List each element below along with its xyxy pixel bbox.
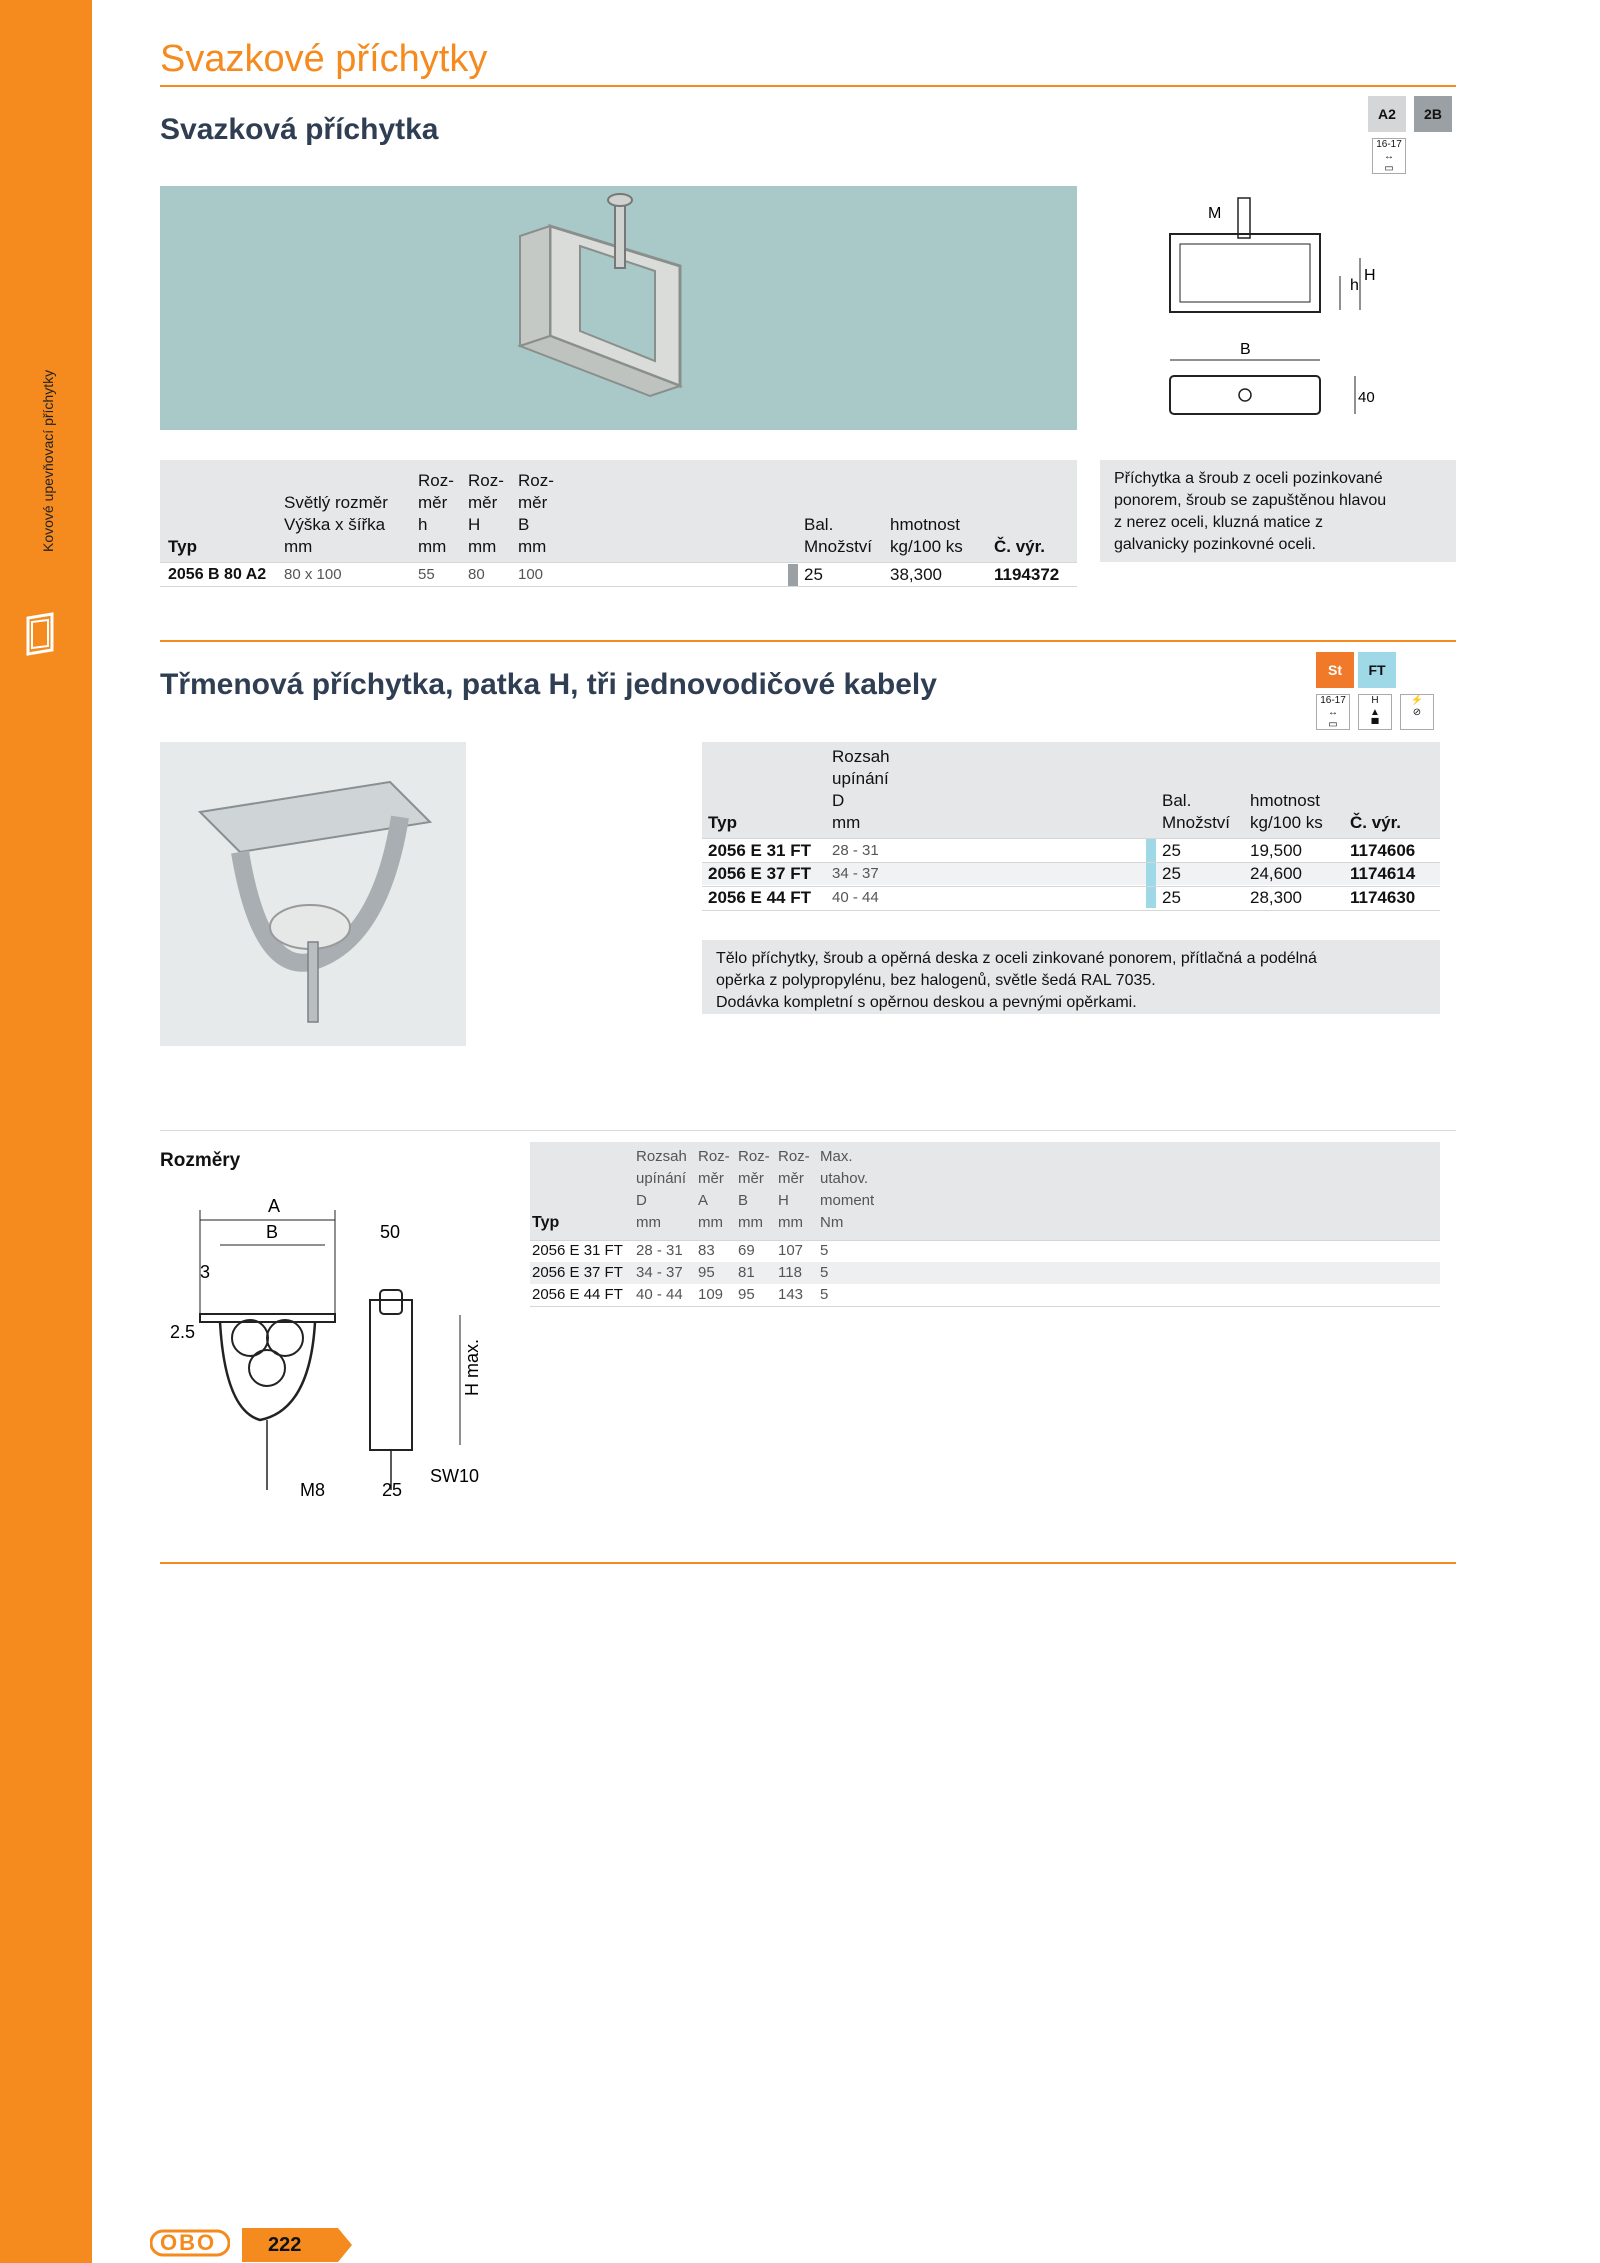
th-B-4: mm <box>518 537 547 556</box>
dim-25-label: 25 <box>382 1480 403 1500</box>
t3-th-A-2: měr <box>698 1170 724 1187</box>
th-H-3: H <box>468 515 481 534</box>
finish-badge-2b: 2B <box>1414 96 1452 132</box>
dim-b-label-2: B <box>266 1222 279 1242</box>
t2-divider-4 <box>702 910 1440 911</box>
t2-th-hmotnost-1: hmotnost <box>1250 791 1320 810</box>
t2-row2-bg <box>702 863 1440 885</box>
t2-th-typ: Typ <box>708 813 737 832</box>
t3-th-A-4: mm <box>698 1214 723 1231</box>
t3-th-moment-3: moment <box>820 1192 875 1209</box>
t3-th-rozsah-1: Rozsah <box>636 1148 687 1165</box>
dim-sw10-label: SW10 <box>430 1466 480 1486</box>
clamp-range-label: 16-17 <box>1376 139 1402 150</box>
bundle-clamp-illustration <box>160 186 1077 430</box>
t3-row1-B: 69 <box>738 1242 755 1259</box>
dim-50-label: 50 <box>380 1222 401 1242</box>
t2-row2-typ: 2056 E 37 FT <box>708 864 812 883</box>
product-photo-stirrup-clamp <box>160 742 466 1046</box>
finish-badge-ft: FT <box>1358 652 1396 688</box>
t3-th-B-4: mm <box>738 1214 763 1231</box>
t3-th-rozsah-3: D <box>636 1192 647 1209</box>
t3-row2-moment: 5 <box>820 1264 829 1281</box>
bundle-clamp-drawing <box>1150 180 1380 440</box>
th-B-1: Roz- <box>518 471 554 490</box>
t3-th-moment-2: utahov. <box>820 1170 869 1187</box>
t1-row1-B: 100 <box>518 566 544 583</box>
t3-row2-A: 95 <box>698 1264 715 1281</box>
dim-m-label: M <box>1208 205 1222 222</box>
t2-row2-rozsah: 34 - 37 <box>832 865 879 882</box>
section-divider-2 <box>160 1130 1456 1131</box>
page-title: Svazkové příchytky <box>160 38 488 80</box>
th-hmotnost-1: hmotnost <box>890 515 960 534</box>
table1-row-divider-bottom <box>160 586 1077 587</box>
s1-desc-line1: Příchytka a šroub z oceli pozinkované <box>1114 470 1383 487</box>
clamp-range-icon-2: 16-17 ↔ ▭ <box>1316 694 1350 730</box>
section-divider-1 <box>160 640 1456 642</box>
product-photo-bundle-clamp <box>160 186 1077 430</box>
th-h-3: h <box>418 515 428 534</box>
halogen-free-icon: ⚡ ⊘ <box>1400 694 1434 730</box>
t2-row3-typ: 2056 E 44 FT <box>708 888 812 907</box>
t3-th-moment-4: Nm <box>820 1214 844 1231</box>
t3-row3-typ: 2056 E 44 FT <box>532 1286 623 1303</box>
section1-description <box>1100 460 1456 562</box>
th-h-4: mm <box>418 537 447 556</box>
th-svetly-3: mm <box>284 537 313 556</box>
t3-row3-B: 95 <box>738 1286 755 1303</box>
s1-desc-line2: ponorem, šroub se zapuštěnou hlavou <box>1114 492 1387 509</box>
t2-th-bal-1: Bal. <box>1162 791 1192 810</box>
t2-row2-hmotnost: 24,600 <box>1250 864 1302 883</box>
obo-logo-text: OBO <box>160 2230 217 2255</box>
s1-desc-line3: z nerez oceli, kluzná matice z <box>1114 514 1323 531</box>
clamp-icon <box>22 610 58 658</box>
t1-row1-bal: 25 <box>804 565 823 584</box>
material-badge-st: St <box>1316 652 1354 688</box>
th-h-2: měr <box>418 493 448 512</box>
t3-th-H-4: mm <box>778 1214 803 1231</box>
th-hmotnost-2: kg/100 ks <box>890 537 963 556</box>
t2-th-bal-2: Množství <box>1162 813 1231 832</box>
t2-th-rozsah-4: mm <box>832 813 861 832</box>
t2-row1-hmotnost: 19,500 <box>1250 841 1302 860</box>
section2-description <box>702 940 1440 1014</box>
t2-row1-typ: 2056 E 31 FT <box>708 841 812 860</box>
table3 <box>530 1142 1440 1312</box>
dim-b-label: B <box>1240 341 1251 358</box>
s2-desc-line3: Dodávka kompletní s opěrnou deskou a pevnými opěrkami. <box>716 994 1137 1011</box>
t1-row1-typ: 2056 B 80 A2 <box>168 566 267 583</box>
t3-th-B-3: B <box>738 1192 749 1209</box>
th-h-1: Roz- <box>418 471 454 490</box>
dimension-drawing <box>160 1190 510 1510</box>
s1-desc-line4: galvanicky pozinkovné oceli. <box>1114 536 1316 553</box>
clamp-range-label-2: 16-17 <box>1320 695 1346 706</box>
t2-row3-hmotnost: 28,300 <box>1250 888 1302 907</box>
th-H-2: měr <box>468 493 498 512</box>
t2-row1-rozsah: 28 - 31 <box>832 842 879 859</box>
t3-row1-A: 83 <box>698 1242 715 1259</box>
t3-row2-B: 81 <box>738 1264 755 1281</box>
t2-th-hmotnost-2: kg/100 ks <box>1250 813 1323 832</box>
s2-desc-line1: Tělo příchytky, šroub a opěrná deska z oceli zinkované ponorem, přítlačná a podélná <box>716 950 1317 967</box>
t2-row1-cvyr: 1174606 <box>1350 841 1416 860</box>
t3-th-rozsah-2: upínání <box>636 1170 687 1187</box>
t3-row1-typ: 2056 E 31 FT <box>532 1242 623 1259</box>
t3-row2-typ: 2056 E 37 FT <box>532 1264 623 1281</box>
t3-th-rozsah-4: mm <box>636 1214 661 1231</box>
dim-40-label: 40 <box>1358 389 1375 406</box>
section1-title: Svazková příchytka <box>160 113 439 146</box>
t1-row1-h: 55 <box>418 566 435 583</box>
dim-25a-label: 2.5 <box>170 1322 196 1342</box>
t1-row1-H: 80 <box>468 566 485 583</box>
th-H-4: mm <box>468 537 497 556</box>
t3-th-H-1: Roz- <box>778 1148 810 1165</box>
t3-th-A-3: A <box>698 1192 709 1209</box>
t2-th-cvyr: Č. výr. <box>1350 813 1402 832</box>
t3-row3-rozsah: 40 - 44 <box>636 1286 683 1303</box>
t1-row1-svetly: 80 x 100 <box>284 566 342 583</box>
th-bal-1: Bal. <box>804 515 834 534</box>
t2-divider-3 <box>702 886 1440 887</box>
t3-row3-moment: 5 <box>820 1286 829 1303</box>
t2-divider-1 <box>702 838 1440 839</box>
dim-a-label: A <box>268 1196 281 1216</box>
t3-th-moment-1: Max. <box>820 1148 853 1165</box>
dim-hmax-label: H max. <box>462 1338 482 1396</box>
t3-th-H-3: H <box>778 1192 789 1209</box>
t2-row2-cvyr: 1174614 <box>1350 864 1416 883</box>
table2 <box>702 742 1440 912</box>
t3-th-typ: Typ <box>532 1214 560 1231</box>
th-B-2: měr <box>518 493 548 512</box>
t2-row2-bal: 25 <box>1162 864 1181 883</box>
dim-m8-label: M8 <box>300 1480 326 1500</box>
section-divider-3 <box>160 1562 1456 1564</box>
th-svetly-1: Světlý rozměr <box>284 493 388 512</box>
t2-row1-bal: 25 <box>1162 841 1181 860</box>
s2-desc-line2: opěrka z polypropylénu, bez halogenů, světle šedá RAL 7035. <box>716 972 1156 989</box>
t3-row1-rozsah: 28 - 31 <box>636 1242 683 1259</box>
t3-row1-moment: 5 <box>820 1242 829 1259</box>
th-cvyr: Č. výr. <box>994 537 1046 556</box>
stirrup-clamp-illustration <box>160 742 466 1046</box>
t3-row3-A: 109 <box>698 1286 724 1303</box>
dim-hbig-label: H <box>1364 267 1376 284</box>
t3-row3-H: 143 <box>778 1286 804 1303</box>
t3-th-A-1: Roz- <box>698 1148 730 1165</box>
dim-3-label: 3 <box>200 1262 211 1282</box>
t3-th-H-2: měr <box>778 1170 804 1187</box>
t2-row3-rozsah: 40 - 44 <box>832 889 879 906</box>
th-H-1: Roz- <box>468 471 504 490</box>
th-typ: Typ <box>168 537 197 556</box>
finish-marker-ft-row2 <box>1146 863 1156 885</box>
t3-divider-2 <box>530 1306 1440 1307</box>
th-bal-2: Množství <box>804 537 873 556</box>
section3-title: Rozměry <box>160 1150 241 1171</box>
table1-row-divider <box>160 562 1077 563</box>
t2-th-rozsah-3: D <box>832 791 845 810</box>
t3-th-B-1: Roz- <box>738 1148 770 1165</box>
dim-hsmall-label: h <box>1350 277 1359 294</box>
page-number: 222 <box>268 2234 302 2256</box>
t2-th-rozsah-1: Rozsah <box>832 747 890 766</box>
th-svetly-2: Výška x šířka <box>284 515 386 534</box>
h-rail-label: H <box>1371 695 1379 706</box>
title-divider <box>160 85 1456 87</box>
material-badge-a2: A2 <box>1368 96 1406 132</box>
table1 <box>160 460 1077 590</box>
t3-row2-rozsah: 34 - 37 <box>636 1264 683 1281</box>
sidebar-label: Kovové upevňovací příchytky <box>40 369 56 552</box>
t1-row1-cvyr: 1194372 <box>994 565 1060 584</box>
t3-row1-H: 107 <box>778 1242 804 1259</box>
t1-row1-hmotnost: 38,300 <box>890 565 942 584</box>
t2-row3-bal: 25 <box>1162 888 1181 907</box>
h-rail-icon: H ▲ ▀ <box>1358 694 1392 730</box>
section2-title: Třmenová příchytka, patka H, tři jednovodičové kabely <box>160 668 937 701</box>
finish-marker-2b <box>788 564 798 586</box>
t3-th-B-2: měr <box>738 1170 764 1187</box>
th-B-3: B <box>518 515 530 534</box>
t3-row2-H: 118 <box>778 1264 802 1281</box>
clamp-range-icon: 16-17 ↔ ▭ <box>1372 138 1406 174</box>
t2-th-rozsah-2: upínání <box>832 769 889 788</box>
t2-row3-cvyr: 1174630 <box>1350 888 1416 907</box>
